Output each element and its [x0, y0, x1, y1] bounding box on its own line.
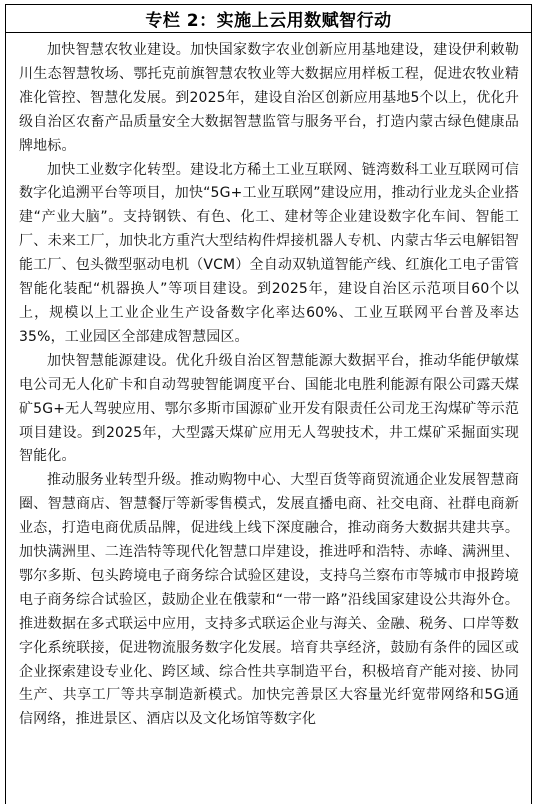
- feature-box: [5, 4, 532, 804]
- box-title: 专栏 2：实施上云用数赋智行动: [6, 5, 531, 33]
- box-content: [6, 33, 531, 732]
- paragraph-energy: 加快智慧能源建设。优化升级自治区智慧能源大数据平台，推动华能伊敏煤电公司无人化矿卡和自动驾驶智能调度平台、国能北电胜利能源有限公司露天煤矿5G+无人驾驶应用、鄂尔多斯市国源矿业开发有限责任公司龙王沟煤矿等示范项目建设。到2025年，大型露天煤矿应用无人驾驶技术，井工煤矿采掘面实现智能化。: [19, 352, 519, 465]
- paragraph-industry: 加快工业数字化转型。建设北方稀土工业互联网、链湾数科工业互联网可信数字化追溯平台等项目，加快“5G+工业互联网”建设应用，推动行业龙头企业搭建“产业大脑”。支持钢铁、有色、化工、建材等企业建设数字化车间、智能工厂、未来工厂，加快北方重汽大型结构件焊接机器人专机、内蒙古华云电解铝智能工厂、包头微型驱动电机（VCM）全自动双轨道智能产线、红旗化工电子雷管智能化装配“机器换人”等项目建设。到2025年，建设自治区示范项目60个以上，规模以上工业企业生产设备数字化率达60%、工业互联网平台普及率达35%，工业园区全部建成智慧园区。: [19, 161, 519, 345]
- paragraph-services: 推动服务业转型升级。推动购物中心、大型百货等商贸流通企业发展智慧商圈、智慧商店、智慧餐厅等新零售模式，发展直播电商、社交电商、社群电商新业态，打造电商优质品牌，促进线上线下深度融合，推动商务大数据共建共享。加快满洲里、二连浩特等现代化智慧口岸建设，推进呼和浩特、赤峰、满洲里、鄂尔多斯、包头跨境电子商务综合试验区建设，支持乌兰察布市等城市申报跨境电子商务综合试验区，鼓励企业在俄蒙和“一带一路”沿线国家建设公共海外仓。推进数据在多式联运中应用，支持多式联运企业与海关、金融、税务、口岸等数字化系统联接，促进物流服务数字化发展。培育共享经济，鼓励有条件的园区或企业探索建设专业化、跨区域、综合性共享制造平台，积极培育产能对接、协同生产、共享工厂等共享制造新模式。加快完善景区大容量光纤宽带网络和5G通信网络，推进景区、酒店以及文化场馆等数字化: [19, 472, 519, 728]
- paragraph-agriculture: 加快智慧农牧业建设。加快国家数字农业创新应用基地建设，建设伊利敕勒川生态智慧牧场、鄂托克前旗智慧农牧业等大数据应用样板工程，促进农牧业精准化管控、智慧化发展。到2025年，建设自治区创新应用基地5个以上，优化升级自治区农畜产品质量安全大数据智慧监管与服务平台，打造内蒙古绿色健康品牌地标。: [19, 42, 519, 154]
